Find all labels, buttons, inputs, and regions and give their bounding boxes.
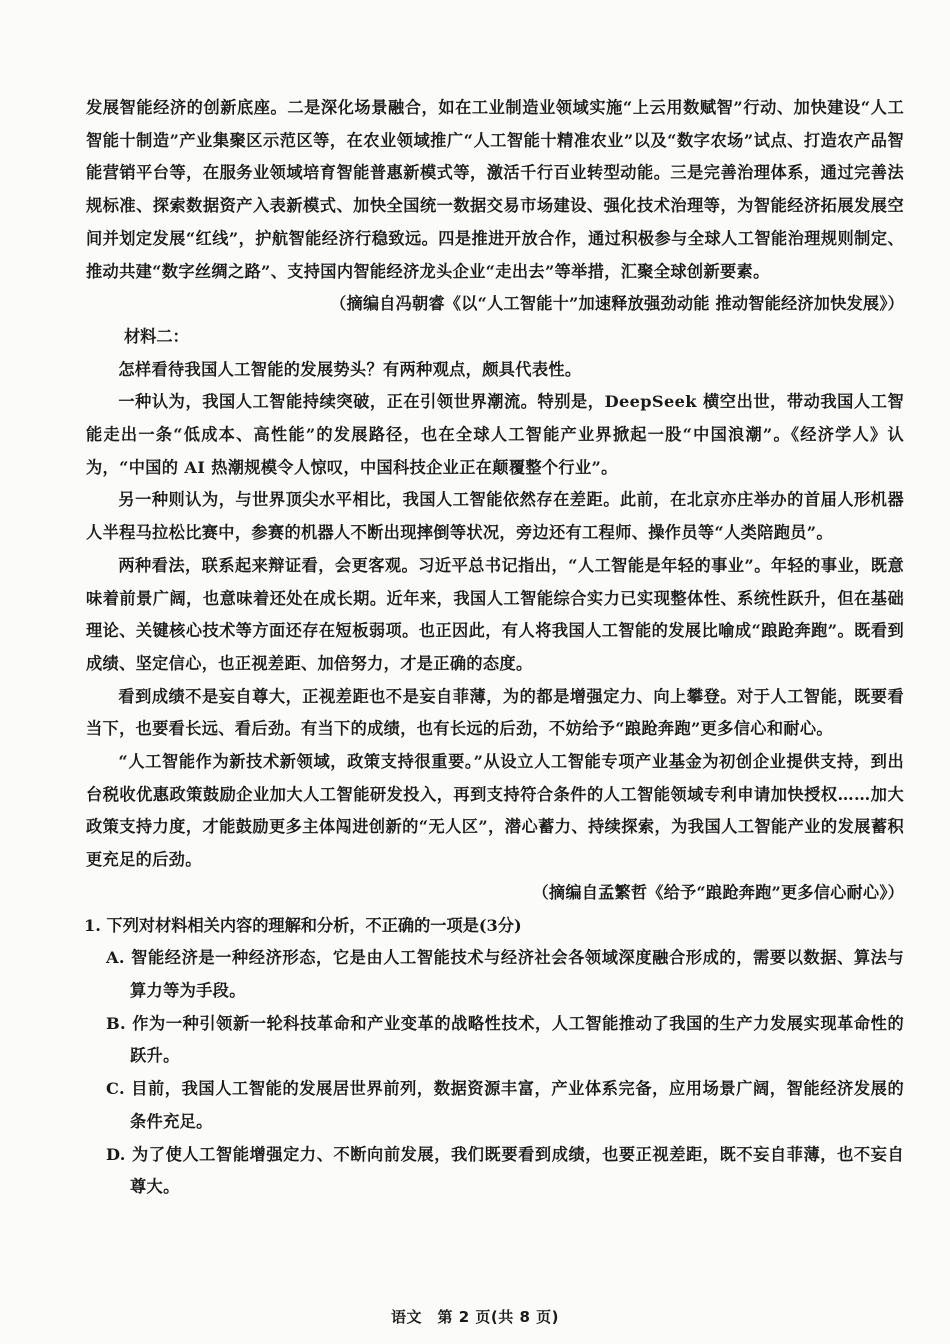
question-1-option-a xyxy=(106,942,904,1007)
option-a-text: A. 智能经济是一种经济形态，它是由人工智能技术与经济社会各领域深度融合形成的，需要以数据、算法与算力等为手段。 xyxy=(106,948,904,1000)
page-footer: 语文 第 2 页(共 8 页) xyxy=(391,1308,559,1326)
material2-source: （摘编自孟繁哲《给予“踉跄奔跑”更多信心耐心》） xyxy=(532,882,904,902)
option-c-text: C. 目前，我国人工智能的发展居世界前列，数据资源丰富，产业体系完备，应用场景广阔，智能经济发展的条件充足。 xyxy=(106,1079,904,1131)
question-1-stem: 1. 下列对材料相关内容的理解和分析，不正确的一项是(3分) xyxy=(84,915,522,935)
option-b-text: B. 作为一种引领新一轮科技革命和产业变革的战略性技术，人工智能推动了我国的生产力发展实现革命性的跃升。 xyxy=(106,1013,904,1066)
material2-paragraph-6: “人工智能作为新技术新领域，政策支持很重要。”从设立人工智能专项产业基金为初创企业提供支持，到出台税收优惠政策鼓励企业加大人工智能研发投入，再到支持符合条件的人工智能领域专利申请加快授权……加大政策支持力度，才能鼓励更多主体闯进创新的“无人区”，潜心蓄力、持续探索，为我国人工智能产业的发展蓄积更充足的后劲。 xyxy=(86,752,904,870)
material2-paragraph-4: 两种看法，联系起来辩证看，会更客观。习近平总书记指出，“人工智能是年轻的事业”。年轻的事业，既意味着前景广阔，也意味着还处在成长期。近年来，我国人工智能综合实力已实现整体性、系统性跃升，但在基础理论、关键核心技术等方面还存在短板弱项。也正因此，有人将我国人工智能的发展比喻成“踉跄奔跑”。既看到成绩、坚定信心，也正视差距、加倍努力，才是正确的态度。 xyxy=(86,555,904,673)
material1-source: （摘编自冯朝睿《以“人工智能十”加速释放强劲动能 推动智能经济加快发展》） xyxy=(330,294,904,314)
question-1-option-d xyxy=(106,1139,904,1204)
material2-paragraph-3: 另一种则认为，与世界顶尖水平相比，我国人工智能依然存在差距。此前，在北京亦庄举办的首届人形机器人半程马拉松比赛中，参赛的机器人不断出现摔倒等状况，旁边还有工程师、操作员等“人类陪跑员”。 xyxy=(86,490,904,543)
option-d-text: D. 为了使人工智能增强定力、不断向前发展，我们既要看到成绩，也要正视差距，既不妄自菲薄，也不妄自尊大。 xyxy=(106,1144,904,1197)
material2-title: 材料二： xyxy=(124,326,189,346)
question-1-option-b xyxy=(106,1008,904,1073)
material2-paragraph-2: 一种认为，我国人工智能持续突破，正在引领世界潮流。特别是，DeepSeek 横空出世，带动我国人工智能走出一条“低成本、高性能”的发展路径，也在全球人工智能产业界掀起一股“中国浪潮”。《经济学人》认为，“中国的 AI 热潮规模令人惊叹，中国科技企业正在颠覆整个行业”。 xyxy=(86,392,904,477)
material2-paragraph-1: 怎样看待我国人工智能的发展势头？有两种观点，颇具代表性。 xyxy=(118,359,582,379)
page-content xyxy=(86,92,904,1204)
question-1-option-c xyxy=(106,1073,904,1138)
material1-continued-paragraph: 发展智能经济的创新底座。二是深化场景融合，如在工业制造业领域实施“上云用数赋智”行动、加快建设“人工智能十制造”产业集聚区示范区等，在农业领域推广“人工智能十精准农业”以及“数字农场”试点、打造农产品智能营销平台等，在服务业领域培育智能普惠新模式等，激活千行百业转型动能。三是完善治理体系，通过完善法规标准、探索数据资产入表新模式、加快全国统一数据交易市场建设、强化技术治理等，为智能经济拓展发展空间并划定发展“红线”，护航智能经济行稳致远。四是推进开放合作，通过积极参与全球人工智能治理规则制定、推动共建“数字丝绸之路”、支持国内智能经济龙头企业“走出去”等举措，汇聚全球创新要素。 xyxy=(86,98,904,281)
material2-paragraph-5: 看到成绩不是妄自尊大，正视差距也不是妄自菲薄，为的都是增强定力、向上攀登。对于人工智能，既要看当下，也要看长远、看后劲。有当下的成绩，也有长远的后劲，不妨给予“踉跄奔跑”更多信心和耐心。 xyxy=(86,686,904,739)
